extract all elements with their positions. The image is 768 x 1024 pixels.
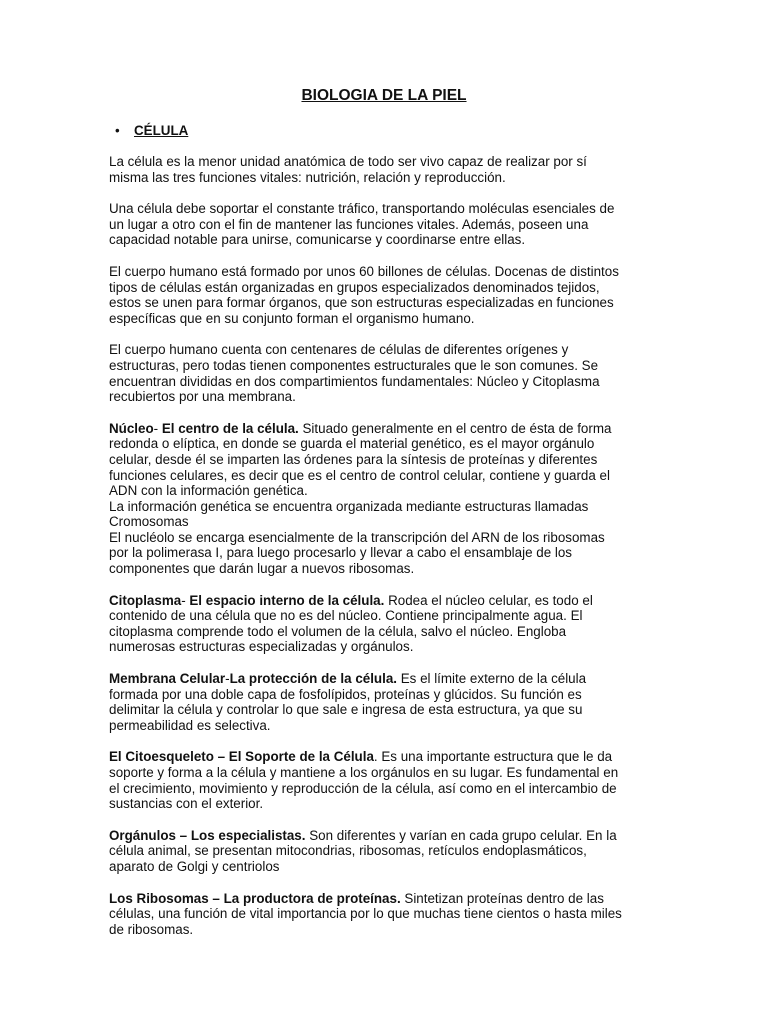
paragraph-lead: Membrana Celular — [109, 671, 226, 687]
paragraph-text: Rodea el núcleo celular, es todo el contenido de una célula que no es del núcleo. Contiene principalmente agua. El citoplasma comprende todo el volumen de la célula, salvo el núcleo. Engloba numerosas estructuras especializadas y orgánulos. — [109, 592, 593, 655]
page-title: BIOLOGIA DE LA PIEL — [301, 87, 467, 104]
paragraph-lead: Los Ribosomas – La productora de proteínas. — [109, 890, 401, 906]
paragraph — [109, 264, 664, 326]
paragraph-organulos — [109, 828, 664, 875]
paragraph-text: - — [153, 420, 162, 436]
paragraph-lead: El espacio interno de la célula. — [189, 592, 385, 608]
paragraph-text: La célula es la menor unidad anatómica de todo ser vivo capaz de realizar por sí misma las tres funciones vitales: nutrición, relación y reproducción. — [109, 154, 587, 185]
paragraph-lead: Citoplasma — [109, 592, 182, 608]
paragraph-text: El cuerpo humano está formado por unos 60 billones de células. Docenas de distintos tipos de células están organizadas en grupos especializados denominados tejidos, estos se unen para formar órganos, que son estructuras especializadas en funciones específicas que en su conjunto forman el organismo humano. — [109, 263, 619, 326]
paragraph-citoesqueleto — [109, 749, 664, 811]
paragraph-text: Es el límite externo de la célula formada por una doble capa de fosfolípidos, proteínas y glúcidos. Su función es delimitar la célula y controlar lo que sale e ingresa de esta estructura, ya que su permeabilidad es selectiva. — [109, 671, 587, 733]
paragraph-lead: Orgánulos – Los especialistas. — [109, 827, 306, 843]
paragraph-lead: La protección de la célula. — [229, 671, 397, 687]
section-heading-celula — [115, 123, 189, 139]
paragraph-citoplasma — [109, 593, 664, 655]
paragraph-text: Son diferentes y varían en cada grupo celular. En la célula animal, se presentan mitocondrias, ribosomas, retículos endoplasmáticos, aparato de Golgi y centriolos — [109, 827, 617, 874]
paragraph-text: - — [225, 671, 230, 687]
paragraph-text: Sintetizan proteínas dentro de las células, una función de vital importancia por lo que muchas tiene cientos o hasta miles de ribosomas. — [109, 890, 622, 937]
bullet-icon: • — [115, 123, 120, 138]
paragraph-text: - — [181, 592, 190, 608]
paragraph-lead: El centro de la célula. — [161, 420, 299, 436]
paragraph-ribosomas — [109, 891, 664, 938]
paragraph-text: El cuerpo humano cuenta con centenares de células de diferentes orígenes y estructuras, pero todas tienen componentes estructurales que le son comunes. Se encuentran divididas en dos compartimientos fundamentales: Núcleo y Citoplasma recubiertos por una membrana. — [109, 342, 600, 405]
paragraph-text: Una célula debe soportar el constante tráfico, transportando moléculas esenciales de un lugar a otro con el fin de mantener las funciones vitales. Además, poseen una capacidad notable para unirse, comunicarse y coordinarse entre ellas. — [109, 201, 615, 248]
document-body — [109, 154, 664, 937]
paragraph — [109, 201, 664, 248]
paragraph — [109, 154, 664, 185]
paragraph-text: . Es una importante estructura que le da soporte y forma a la célula y mantiene a los orgánulos en su lugar. Es fundamental en el crecimiento, movimiento y reproducción de la célula, así como en el intercambio de sustancias con el exterior. — [109, 749, 619, 812]
paragraph-nucleo — [109, 421, 664, 577]
paragraph-text: Situado generalmente en el centro de ésta de forma redonda o elíptica, en donde se guarda el material genético, es el mayor orgánulo celular, desde él se imparten las órdenes para la síntesis de proteínas y diferentes funciones celulares, es decir que es el centro de control celular, contiene y guarda el ADN con la información genética. La información genética se encuentra organizada mediante estructuras llamadas Cromosomas El nucléolo se encarga esencialmente de la transcripción del ARN de los ribosomas por la polimerasa I, para luego procesarlo y llevar a cabo el ensamblaje de los componentes que darán lugar a nuevos ribosomas. — [109, 420, 612, 577]
paragraph — [109, 342, 664, 404]
section-heading-label: CÉLULA — [134, 123, 189, 138]
paragraph-membrana — [109, 671, 664, 733]
paragraph-lead: Núcleo — [109, 420, 154, 436]
paragraph-lead: El Citoesqueleto – El Soporte de la Célula — [109, 749, 374, 765]
